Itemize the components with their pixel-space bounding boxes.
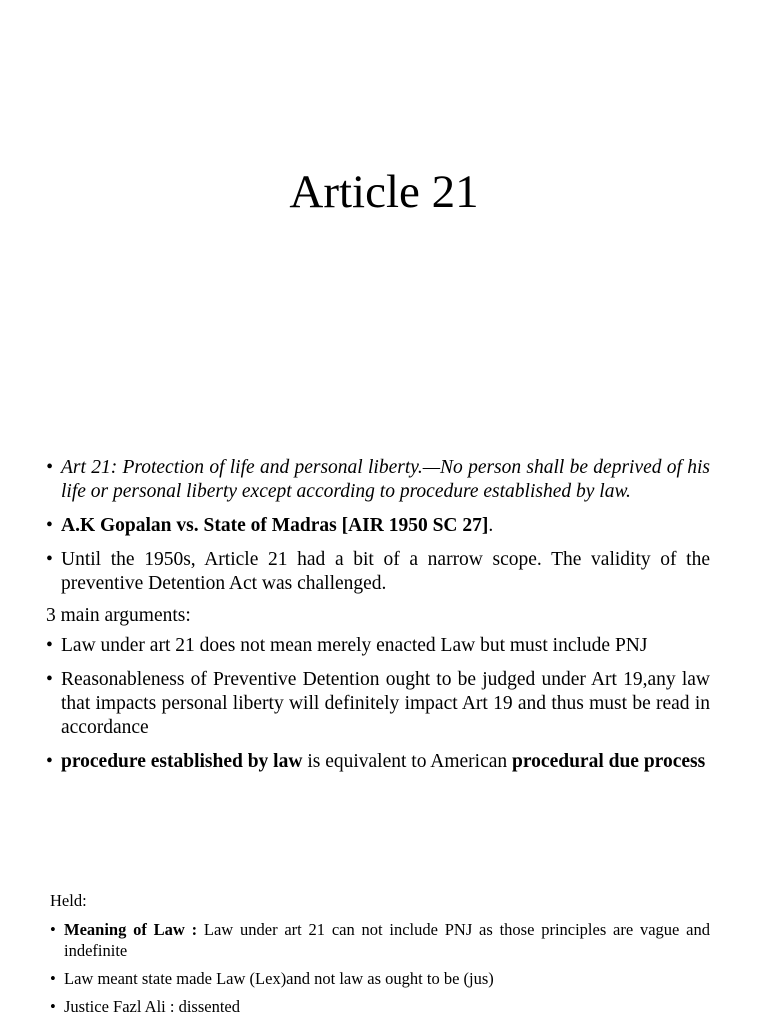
bullet-argument-3 [46,750,710,774]
article-21-quote: Art 21: Protection of life and personal liberty.—No person shall be deprived of his life or personal liberty except according to procedure established by law. [61,457,710,502]
argument-3-bold-end: procedural due process [512,751,706,772]
bullet-held-2 [50,968,710,989]
held-3-text: Justice Fazl Ali : dissented [64,997,240,1016]
held-2-text: Law meant state made Law (Lex)and not law as ought to be (jus) [64,969,494,988]
held-section [50,890,710,1024]
case-citation: A.K Gopalan vs. State of Madras [AIR 1950 SC 27] [61,515,489,536]
narrow-scope-text: Until the 1950s, Article 21 had a bit of a narrow scope. The validity of the preventive Detention Act was challenged. [61,549,710,594]
slide-title: Article 21 [289,166,479,218]
slide-body [46,456,710,784]
bullet-article-21-text [46,456,710,504]
held-1-text: Law under art 21 can not include PNJ as those principles are vague and indefinite [64,920,710,960]
argument-2-text: Reasonableness of Preventive Detention ought to be judged under Art 19,any law that impacts personal liberty will definitely impact Art 19 and thus must be read in accordance [61,669,710,738]
held-1-bold: Meaning of Law : [64,920,198,939]
argument-3-bold-start: procedure established by law [61,751,303,772]
argument-3-middle: is equivalent to American [302,751,513,772]
held-label: Held: [50,891,87,910]
case-citation-period: . [488,515,494,536]
bullet-held-1 [50,919,710,961]
bullet-held-3 [50,996,710,1017]
argument-1-text: Law under art 21 does not mean merely enacted Law but must include PNJ [61,635,648,656]
bullet-argument-2 [46,668,710,740]
bullet-argument-1 [46,634,710,658]
bullet-narrow-scope [46,548,710,596]
arguments-intro: 3 main arguments: [46,605,191,626]
bullet-case-citation [46,514,710,538]
